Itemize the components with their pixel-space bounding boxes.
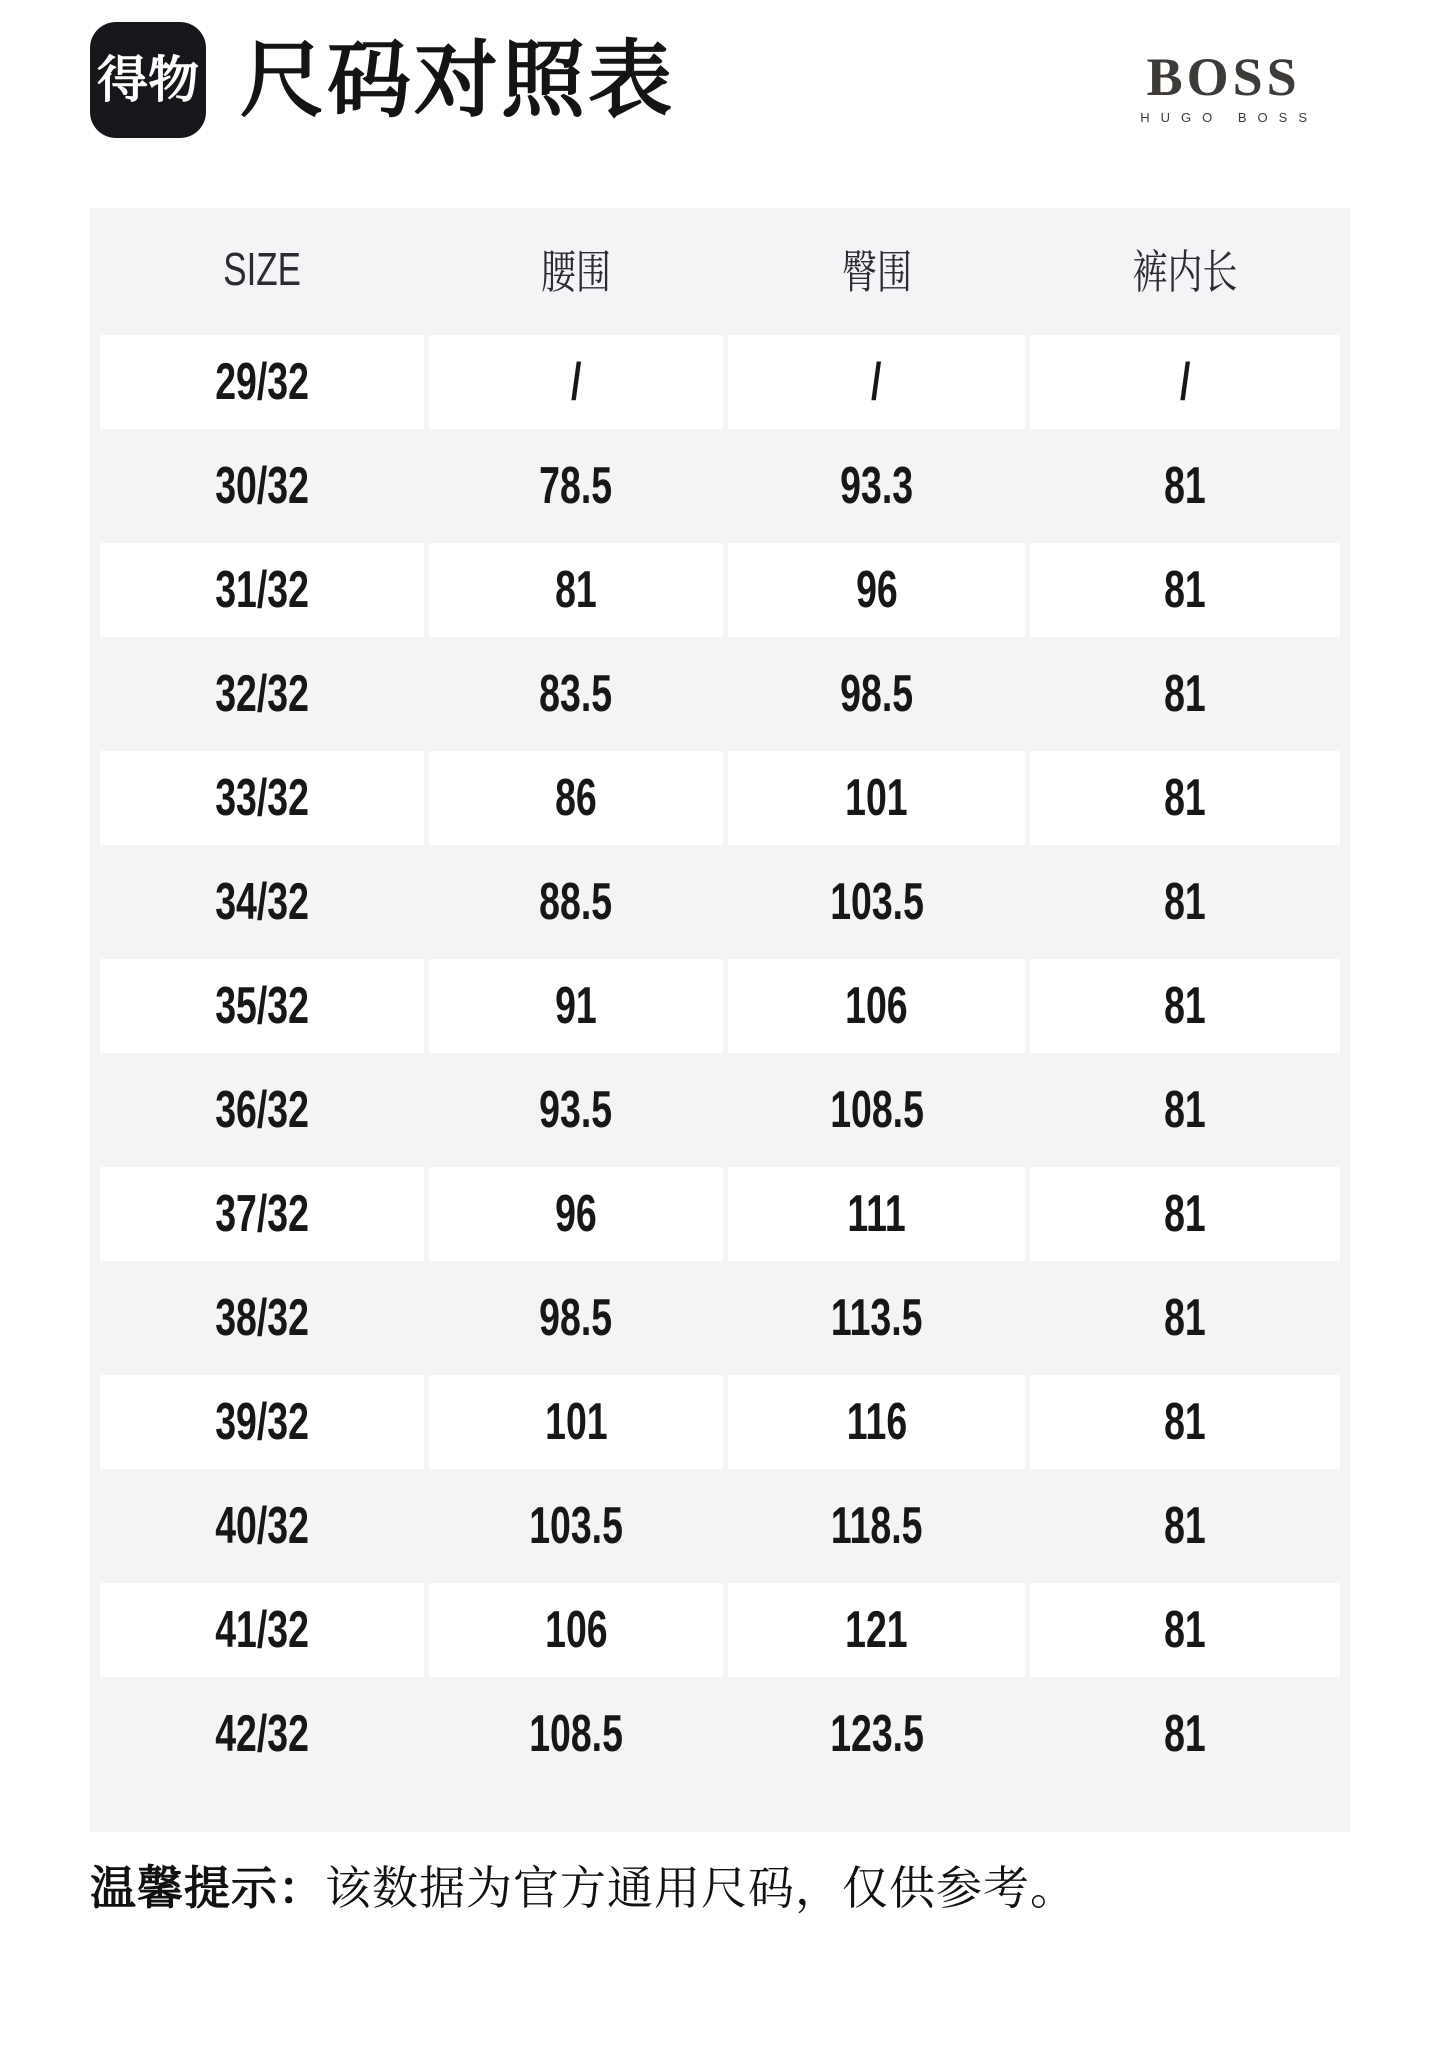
- size-table-panel: [90, 208, 1350, 1832]
- table-cell: [728, 1375, 1025, 1469]
- table-cell-value: 88.5: [539, 873, 613, 931]
- table-cell-value: 81: [1164, 561, 1206, 619]
- table-cell-value: 81: [1164, 1705, 1206, 1763]
- table-cell: [100, 751, 424, 845]
- table-cell-value: 36/32: [215, 1081, 309, 1139]
- brand-subname: HUGO BOSS: [1140, 110, 1318, 125]
- notice-label: 温馨提示：: [90, 1862, 325, 1914]
- table-cell: [429, 1583, 724, 1677]
- table-cell-value: 81: [1164, 769, 1206, 827]
- table-row: [90, 1162, 1350, 1266]
- table-cell: [1030, 1058, 1340, 1162]
- table-cell: [429, 543, 724, 637]
- table-cell-value: 108.5: [529, 1705, 623, 1763]
- table-cell-value: 101: [544, 1393, 608, 1451]
- table-cell: [1030, 335, 1340, 429]
- table-cell-value: 41/32: [215, 1601, 309, 1659]
- table-cell-value: 108.5: [829, 1081, 924, 1139]
- table-cell-value: 35/32: [215, 977, 309, 1035]
- table-cell-value: 81: [1164, 457, 1206, 515]
- table-cell-value: 93.3: [840, 457, 914, 515]
- table-cell: [429, 1375, 724, 1469]
- table-body: [90, 330, 1350, 1786]
- table-cell-value: 42/32: [215, 1705, 309, 1763]
- table-cell-value: /: [1179, 353, 1191, 411]
- table-row: [90, 538, 1350, 642]
- table-cell-value: 116: [846, 1393, 907, 1451]
- table-header-row: [90, 208, 1350, 330]
- table-cell: [100, 850, 424, 954]
- table-cell: [429, 1682, 724, 1786]
- table-cell-value: 121: [845, 1601, 908, 1659]
- table-cell: [1030, 959, 1340, 1053]
- table-cell-value: 81: [1164, 1497, 1206, 1555]
- table-cell: [728, 850, 1025, 954]
- dewu-logo-text: 得物: [97, 52, 199, 108]
- table-row: [90, 1578, 1350, 1682]
- table-cell: [100, 1058, 424, 1162]
- table-cell: [429, 642, 724, 746]
- table-cell: [728, 434, 1025, 538]
- table-cell-value: 38/32: [215, 1289, 309, 1347]
- column-header-inseam-label: 裤内长: [1132, 246, 1238, 298]
- table-cell: [728, 543, 1025, 637]
- column-header-hip-label: 臀围: [841, 246, 912, 298]
- notice-text: 该数据为官方通用尺码，仅供参考。: [325, 1862, 1077, 1914]
- table-cell: [1030, 642, 1340, 746]
- table-cell-value: 101: [845, 769, 908, 827]
- table-row: [90, 1370, 1350, 1474]
- column-header-size-label: SIZE: [223, 243, 301, 295]
- table-cell-value: 31/32: [215, 561, 309, 619]
- table-cell: [100, 1375, 424, 1469]
- table-cell-value: 81: [1164, 977, 1206, 1035]
- table-cell: [728, 959, 1025, 1053]
- table-cell: [429, 335, 724, 429]
- table-row: [90, 746, 1350, 850]
- table-cell: [100, 642, 424, 746]
- table-cell-value: 106: [544, 1601, 608, 1659]
- table-cell: [1030, 850, 1340, 954]
- column-header-waist: [429, 236, 724, 302]
- table-cell: [1030, 1682, 1340, 1786]
- table-cell-value: 106: [845, 977, 908, 1035]
- table-cell: [728, 1058, 1025, 1162]
- notice: [90, 1852, 1077, 1918]
- table-cell-value: 123.5: [829, 1705, 924, 1763]
- table-cell: [1030, 543, 1340, 637]
- table-cell: [100, 1167, 424, 1261]
- table-cell-value: 30/32: [215, 457, 309, 515]
- table-cell-value: 111: [847, 1185, 906, 1243]
- brand-logo: [1129, 47, 1318, 125]
- table-cell-value: /: [570, 353, 582, 411]
- table-cell: [728, 751, 1025, 845]
- table-row: [90, 330, 1350, 434]
- table-row: [90, 434, 1350, 538]
- table-cell-value: 81: [1164, 1289, 1206, 1347]
- table-cell: [100, 959, 424, 1053]
- table-cell: [429, 1266, 724, 1370]
- table-cell: [429, 850, 724, 954]
- table-cell: [429, 751, 724, 845]
- table-row: [90, 1682, 1350, 1786]
- table-row: [90, 850, 1350, 954]
- table-cell: [728, 1474, 1025, 1578]
- brand-name: BOSS: [1146, 47, 1301, 107]
- table-cell-value: 118.5: [830, 1497, 923, 1555]
- table-cell-value: 81: [1164, 873, 1206, 931]
- table-cell-value: 78.5: [539, 457, 613, 515]
- table-cell: [429, 1167, 724, 1261]
- column-header-size: [100, 242, 424, 296]
- table-cell-value: 98.5: [539, 1289, 613, 1347]
- table-cell-value: 83.5: [539, 665, 613, 723]
- table-cell: [100, 335, 424, 429]
- table-cell: [429, 959, 724, 1053]
- table-cell: [728, 1583, 1025, 1677]
- table-cell-value: 40/32: [215, 1497, 309, 1555]
- table-cell-value: 103.5: [529, 1497, 623, 1555]
- table-cell: [1030, 1375, 1340, 1469]
- table-cell: [100, 1474, 424, 1578]
- table-cell-value: 34/32: [215, 873, 309, 931]
- table-cell: [1030, 1474, 1340, 1578]
- table-cell: [100, 1682, 424, 1786]
- column-header-hip: [728, 236, 1025, 302]
- table-cell-value: 96: [555, 1185, 597, 1243]
- table-cell-value: 37/32: [215, 1185, 309, 1243]
- table-cell: [429, 434, 724, 538]
- table-cell: [728, 1167, 1025, 1261]
- table-cell-value: 91: [555, 977, 597, 1035]
- table-cell: [728, 1266, 1025, 1370]
- column-header-inseam: [1030, 236, 1340, 302]
- table-cell-value: 81: [1164, 1185, 1206, 1243]
- table-cell-value: 81: [1164, 1601, 1206, 1659]
- table-row: [90, 642, 1350, 746]
- table-cell: [1030, 751, 1340, 845]
- table-cell: [429, 1474, 724, 1578]
- table-cell-value: 81: [1164, 1393, 1206, 1451]
- table-cell-value: 103.5: [829, 873, 924, 931]
- table-cell-value: /: [871, 353, 882, 411]
- page-header: [0, 0, 1440, 208]
- table-cell-value: 33/32: [215, 769, 309, 827]
- table-cell: [728, 335, 1025, 429]
- table-row: [90, 954, 1350, 1058]
- table-cell: [100, 1583, 424, 1677]
- dewu-logo: [90, 22, 206, 138]
- table-cell: [1030, 1266, 1340, 1370]
- table-cell: [429, 1058, 724, 1162]
- table-cell-value: 96: [855, 561, 898, 619]
- table-cell-value: 86: [555, 769, 597, 827]
- table-cell: [1030, 1583, 1340, 1677]
- table-cell-value: 93.5: [539, 1081, 613, 1139]
- table-row: [90, 1474, 1350, 1578]
- table-cell-value: 39/32: [215, 1393, 309, 1451]
- table-cell-value: 32/32: [215, 665, 309, 723]
- table-cell-value: 81: [1164, 1081, 1206, 1139]
- table-cell: [100, 1266, 424, 1370]
- table-cell: [1030, 434, 1340, 538]
- table-cell: [1030, 1167, 1340, 1261]
- table-row: [90, 1058, 1350, 1162]
- table-cell: [728, 1682, 1025, 1786]
- table-cell: [100, 543, 424, 637]
- table-cell-value: 81: [1164, 665, 1206, 723]
- table-cell-value: 98.5: [840, 665, 914, 723]
- table-cell: [728, 642, 1025, 746]
- table-cell: [100, 434, 424, 538]
- table-cell-value: 113.5: [830, 1289, 923, 1347]
- table-cell-value: 81: [555, 561, 597, 619]
- table-row: [90, 1266, 1350, 1370]
- page-title: 尺码对照表: [240, 33, 676, 127]
- table-cell-value: 29/32: [215, 353, 309, 411]
- column-header-waist-label: 腰围: [541, 246, 611, 298]
